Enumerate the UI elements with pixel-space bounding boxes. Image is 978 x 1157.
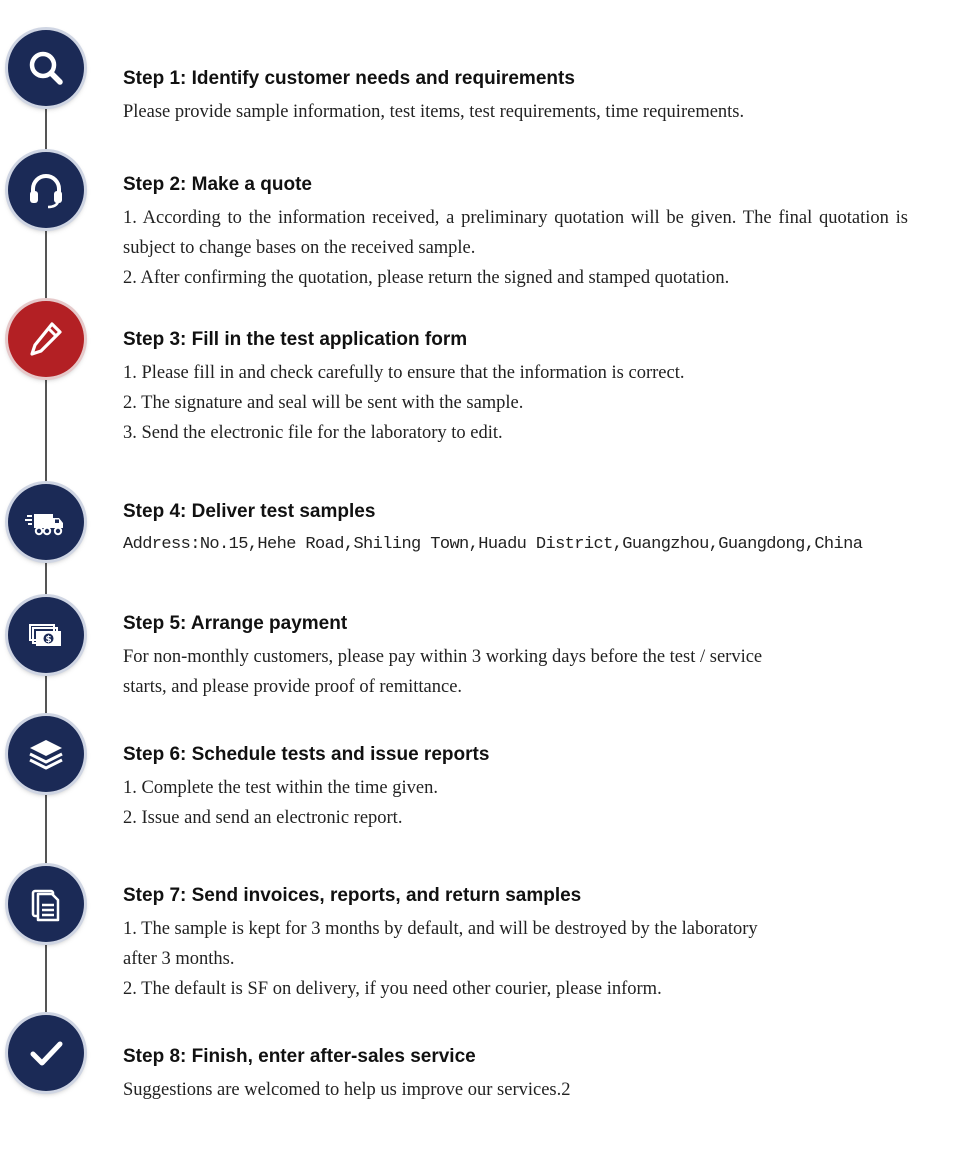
step-6-badge bbox=[8, 716, 84, 792]
svg-text:$: $ bbox=[45, 635, 52, 645]
step-4 bbox=[123, 500, 908, 560]
step-title: Step 7: Send invoices, reports, and return samples bbox=[123, 885, 582, 906]
step-text: 3. Send the electronic file for the laboratory to edit. bbox=[123, 423, 503, 443]
step-text: 2. Issue and send an electronic report. bbox=[123, 808, 403, 828]
step-title: Step 8: Finish, enter after-sales service bbox=[123, 1046, 476, 1067]
step-text: 2. The default is SF on delivery, if you need other courier, please inform. bbox=[123, 979, 662, 999]
step-5 bbox=[123, 612, 908, 702]
step-5-badge bbox=[8, 597, 84, 673]
step-7-badge bbox=[8, 866, 84, 942]
step-3 bbox=[123, 328, 908, 448]
step-8 bbox=[123, 1045, 908, 1105]
layers-icon bbox=[24, 732, 68, 776]
checkmark-icon bbox=[24, 1031, 68, 1075]
step-2-badge bbox=[8, 152, 84, 228]
step-1 bbox=[123, 67, 908, 127]
step-text: For non-monthly customers, please pay within 3 working days before the test / service bbox=[123, 647, 763, 667]
step-title: Step 3: Fill in the test application form bbox=[123, 329, 468, 350]
step-1-badge bbox=[8, 30, 84, 106]
step-4-badge bbox=[8, 484, 84, 560]
truck-icon bbox=[24, 500, 68, 544]
headset-icon bbox=[24, 168, 68, 212]
step-text: starts, and please provide proof of remittance. bbox=[123, 677, 463, 697]
step-3-badge bbox=[8, 301, 84, 377]
document-icon bbox=[24, 882, 68, 926]
step-6 bbox=[123, 743, 908, 833]
search-icon bbox=[24, 46, 68, 90]
step-text: 1. Please fill in and check carefully to ensure that the information is correct. bbox=[123, 363, 685, 383]
step-text: Please provide sample information, test items, test requirements, time requirements. bbox=[123, 102, 745, 122]
step-2 bbox=[123, 173, 908, 293]
step-title: Step 4: Deliver test samples bbox=[123, 501, 376, 522]
step-text: after 3 months. bbox=[123, 949, 235, 969]
step-title: Step 2: Make a quote bbox=[123, 174, 312, 195]
money-icon bbox=[24, 613, 68, 657]
step-8-badge bbox=[8, 1015, 84, 1091]
step-7 bbox=[123, 884, 908, 1004]
step-title: Step 1: Identify customer needs and requirements bbox=[123, 68, 575, 89]
step-text: 2. After confirming the quotation, please return the signed and stamped quotation. bbox=[123, 268, 730, 288]
pencil-icon bbox=[24, 317, 68, 361]
step-title: Step 6: Schedule tests and issue reports bbox=[123, 744, 490, 765]
step-text: 1. Complete the test within the time given. bbox=[123, 778, 438, 798]
step-text: 1. According to the information received, a preliminary quotation will be given. The final quotation is subject to change bases on the received sample. bbox=[123, 208, 908, 258]
step-text: 2. The signature and seal will be sent with the sample. bbox=[123, 393, 524, 413]
step-text: Address:No.15,Hehe Road,Shiling Town,Huadu District,Guangzhou,Guangdong,China bbox=[123, 535, 863, 554]
step-text: 1. The sample is kept for 3 months by default, and will be destroyed by the laboratory bbox=[123, 919, 758, 939]
step-title: Step 5: Arrange payment bbox=[123, 613, 348, 634]
step-text: Suggestions are welcomed to help us improve our services.2 bbox=[123, 1080, 571, 1100]
